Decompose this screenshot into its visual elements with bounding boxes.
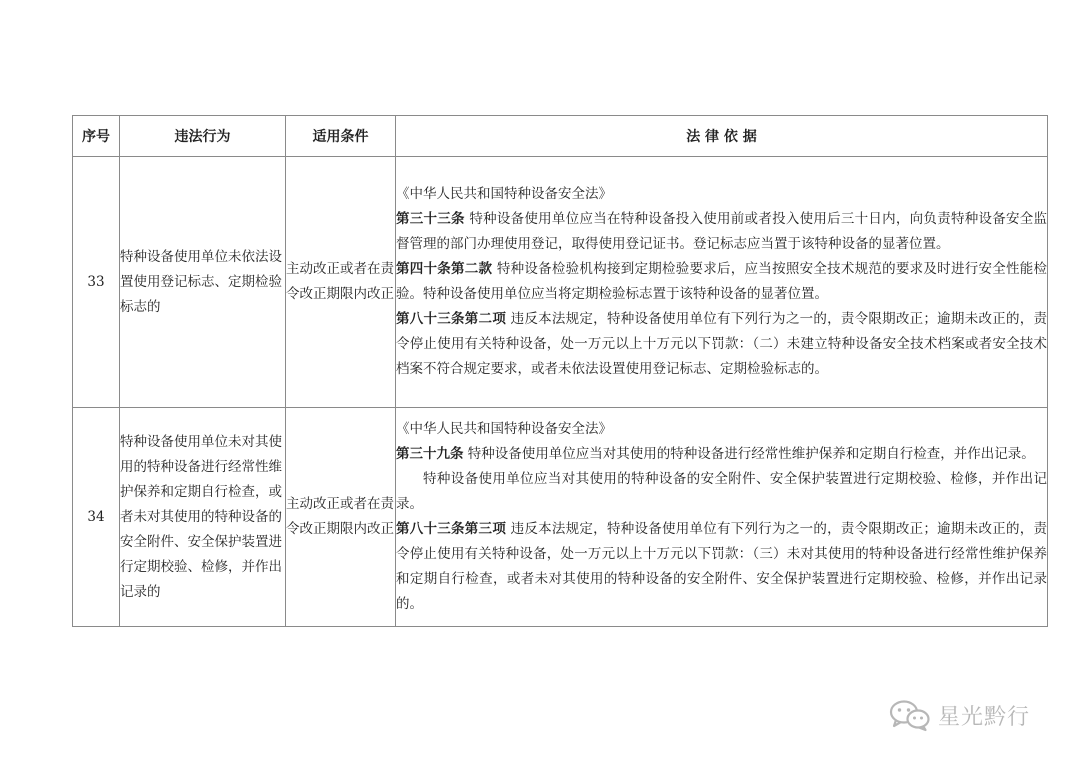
- basis-paragraph: [396, 257, 1047, 307]
- law-name: 《中华人民共和国特种设备安全法》: [396, 421, 612, 437]
- article-text: 违反本法规定，特种设备使用单位有下列行为之一的，责令限期改正；逾期未改正的，责令停止使用有关特种设备，处一万元以上十万元以下罚款：（二）未建立特种设备安全技术档案或者安全技术档案不符合规定要求，或者未依法设置使用登记标志、定期检验标志的。: [396, 311, 1047, 377]
- table-header-row: [73, 116, 1048, 157]
- violation-text: 特种设备使用单位未依法设置使用登记标志、定期检验标志的: [120, 157, 286, 408]
- law-name: 《中华人民共和国特种设备安全法》: [396, 186, 612, 202]
- article-number: 第八十三条第二项: [396, 311, 507, 327]
- article-text: 特种设备使用单位应当对其使用的特种设备进行经常性维护保养和定期自行检查，并作出记录。: [463, 446, 1035, 462]
- article-number: 第八十三条第三项: [396, 521, 507, 537]
- table-row: [73, 408, 1048, 627]
- article-number: 第四十条第二款: [396, 261, 493, 277]
- header-act: 违法行为: [120, 116, 286, 157]
- violation-text: 特种设备使用单位未对其使用的特种设备进行经常性维护保养和定期自行检查，或者未对其使用的特种设备的安全附件、安全保护装置进行定期校验、检修，并作出记录的: [120, 408, 286, 627]
- watermark-text: 星光黔行: [938, 704, 1031, 730]
- legal-basis: [396, 408, 1048, 627]
- table-row: [73, 157, 1048, 408]
- header-condition: 适用条件: [286, 116, 396, 157]
- article-text: 特种设备检验机构接到定期检验要求后，应当按照安全技术规范的要求及时进行安全性能检验。特种设备使用单位应当将定期检验标志置于该特种设备的显著位置。: [396, 261, 1048, 302]
- basis-paragraph: [396, 307, 1047, 382]
- row-number: 34: [73, 408, 120, 627]
- basis-paragraph: 特种设备使用单位应当对其使用的特种设备的安全附件、安全保护装置进行定期校验、检修，并作出记录。: [396, 471, 1047, 512]
- basis-paragraph: [396, 207, 1047, 257]
- header-basis: 法 律 依 据: [396, 116, 1048, 157]
- wechat-icon: [888, 698, 932, 732]
- header-no: 序号: [73, 116, 120, 157]
- article-text: 违反本法规定，特种设备使用单位有下列行为之一的，责令限期改正；逾期未改正的，责令停止使用有关特种设备，处一万元以上十万元以下罚款：（三）未对其使用的特种设备进行经常性维护保养和定期自行检查，或者未对其使用的特种设备的安全附件、安全保护装置进行定期校验、检修，并作出记录的。: [396, 521, 1047, 612]
- basis-paragraph: [396, 442, 1047, 467]
- basis-paragraph: [396, 517, 1047, 617]
- condition-text: 主动改正或者在责令改正期限内改正: [286, 408, 396, 627]
- legal-basis: [396, 157, 1048, 408]
- condition-text: 主动改正或者在责令改正期限内改正: [286, 157, 396, 408]
- article-text: 特种设备使用单位应当在特种设备投入使用前或者投入使用后三十日内，向负责特种设备安全监督管理的部门办理使用登记，取得使用登记证书。登记标志应当置于该特种设备的显著位置。: [396, 211, 1048, 252]
- article-number: 第三十三条: [396, 211, 465, 227]
- article-number: 第三十九条: [396, 446, 464, 462]
- row-number: 33: [73, 157, 120, 408]
- watermark: [888, 698, 1030, 732]
- law-table: [72, 115, 1048, 627]
